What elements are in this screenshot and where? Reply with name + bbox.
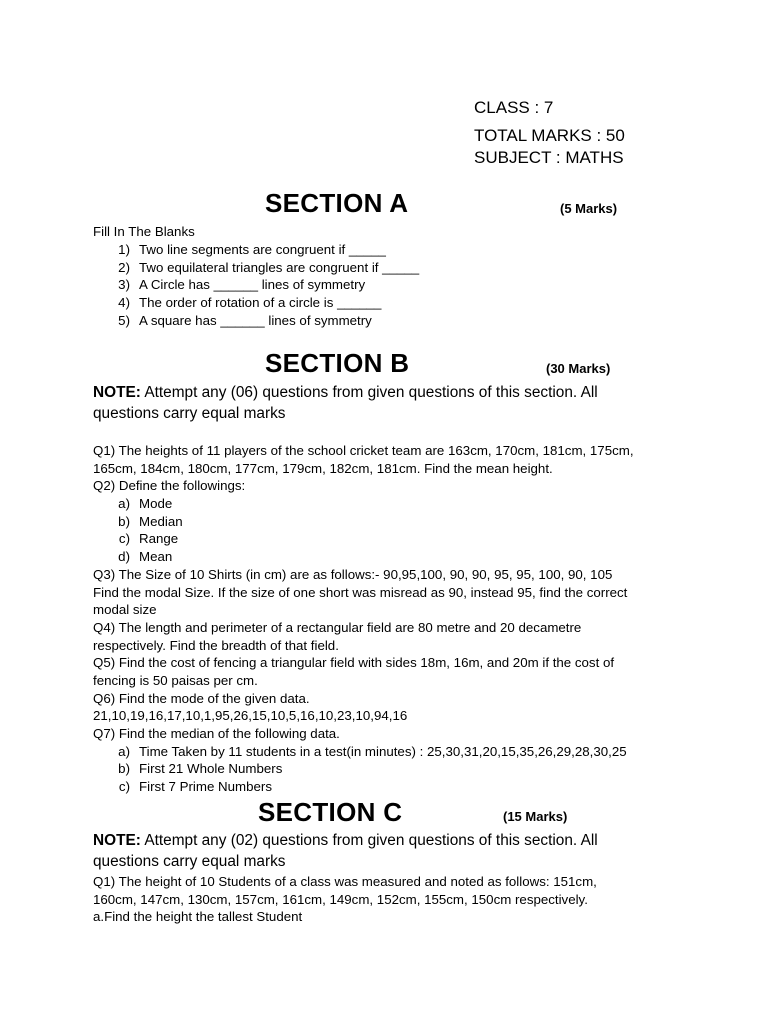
question-text: Q7) Find the median of the following data. [93, 726, 340, 741]
item-text: First 21 Whole Numbers [139, 761, 283, 777]
list-item [107, 259, 419, 277]
note-label: NOTE: [93, 384, 141, 401]
note-text: Attempt any (02) questions from given questions of this section. All [140, 832, 598, 849]
question-text: 165cm, 184cm, 180cm, 177cm, 179cm, 182cm, 181cm. Find the mean height. [93, 460, 553, 476]
item-number: c) [118, 531, 130, 547]
note-text: questions carry equal marks [93, 853, 286, 870]
section-a-list [107, 241, 419, 329]
sub-list [93, 743, 634, 796]
item-text: Mean [139, 549, 173, 565]
question-text: Q1) The heights of 11 players of the school cricket team are 163cm, 170cm, 181cm, 175cm, [93, 443, 634, 458]
list-item [107, 495, 634, 513]
question-text: fencing is 50 paisas per cm. [93, 672, 258, 688]
list-item [107, 276, 419, 294]
list-item [107, 778, 634, 796]
section-b-title: SECTION B [265, 348, 410, 378]
item-text: A square has ______ lines of symmetry [139, 312, 372, 328]
list-item [107, 548, 634, 566]
item-number: 5) [118, 312, 130, 328]
item-text: The order of rotation of a circle is ______ [139, 295, 382, 311]
item-text: Time Taken by 11 students in a test(in minutes) : 25,30,31,20,15,35,26,29,28,30,25 [139, 743, 627, 759]
section-b-questions [93, 442, 634, 796]
question-text: Q6) Find the mode of the given data. [93, 690, 310, 706]
item-text: A Circle has ______ lines of symmetry [139, 277, 366, 293]
item-number: b) [118, 761, 130, 777]
sub-list [93, 495, 634, 566]
question-text: Q3) The Size of 10 Shirts (in cm) are as follows:- 90,95,100, 90, 90, 95, 95, 100, 90, 105 [93, 566, 613, 582]
class-label: CLASS : 7 [474, 98, 554, 117]
list-item [107, 294, 419, 312]
list-item [107, 513, 634, 531]
question-text: Q4) The length and perimeter of a rectangular field are 80 metre and 20 decametre [93, 619, 582, 635]
question-text: Q2) Define the followings: [93, 478, 246, 494]
list-item [107, 312, 419, 330]
question-text: Find the modal Size. If the size of one short was misread as 90, instead 95, find the correct [93, 584, 628, 600]
section-a-marks: (5 Marks) [560, 201, 618, 216]
section-c-questions [93, 873, 597, 926]
item-number: 3) [118, 277, 130, 293]
section-c-title: SECTION C [258, 797, 403, 827]
subject-label: SUBJECT : MATHS [474, 148, 624, 167]
item-text: Mode [139, 496, 173, 512]
section-b-marks: (30 Marks) [546, 361, 611, 376]
section-a-intro: Fill In The Blanks [93, 224, 195, 239]
list-item [107, 530, 634, 548]
item-number: 4) [118, 295, 130, 311]
question-text: a.Find the height the tallest Student [93, 909, 303, 925]
question-text: Q1) The height of 10 Students of a class was measured and noted as follows: 151cm, [93, 874, 597, 889]
section-b-note [93, 382, 598, 424]
item-number: a) [118, 743, 130, 759]
item-text: Range [139, 531, 179, 547]
item-text: Median [139, 513, 183, 529]
question-text: 160cm, 147cm, 130cm, 157cm, 161cm, 149cm, 152cm, 155cm, 150cm respectively. [93, 891, 588, 907]
item-text: First 7 Prime Numbers [139, 779, 272, 795]
note-label: NOTE: [93, 832, 141, 849]
section-c-marks: (15 Marks) [503, 809, 568, 824]
item-number: a) [118, 496, 130, 512]
question-text: modal size [93, 602, 157, 618]
item-text: Two equilateral triangles are congruent if _____ [139, 259, 420, 275]
item-number: c) [118, 779, 130, 795]
note-text: questions carry equal marks [93, 405, 286, 422]
total-marks-label: TOTAL MARKS : 50 [474, 126, 625, 145]
item-number: b) [118, 513, 130, 529]
list-item [107, 760, 634, 778]
question-text: respectively. Find the breadth of that field. [93, 637, 339, 653]
note-text: Attempt any (06) questions from given questions of this section. All [140, 384, 598, 401]
question-text: Q5) Find the cost of fencing a triangular field with sides 18m, 16m, and 20m if the cost of [93, 655, 615, 671]
section-c-note [93, 830, 598, 872]
item-text: Two line segments are congruent if _____ [139, 242, 386, 257]
question-text: 21,10,19,16,17,10,1,95,26,15,10,5,16,10,23,10,94,16 [93, 708, 408, 724]
section-a-title: SECTION A [265, 188, 409, 218]
list-item [107, 241, 419, 259]
item-number: 1) [118, 242, 130, 257]
item-number: 2) [118, 259, 130, 275]
list-item [107, 743, 634, 761]
item-number: d) [118, 549, 130, 565]
